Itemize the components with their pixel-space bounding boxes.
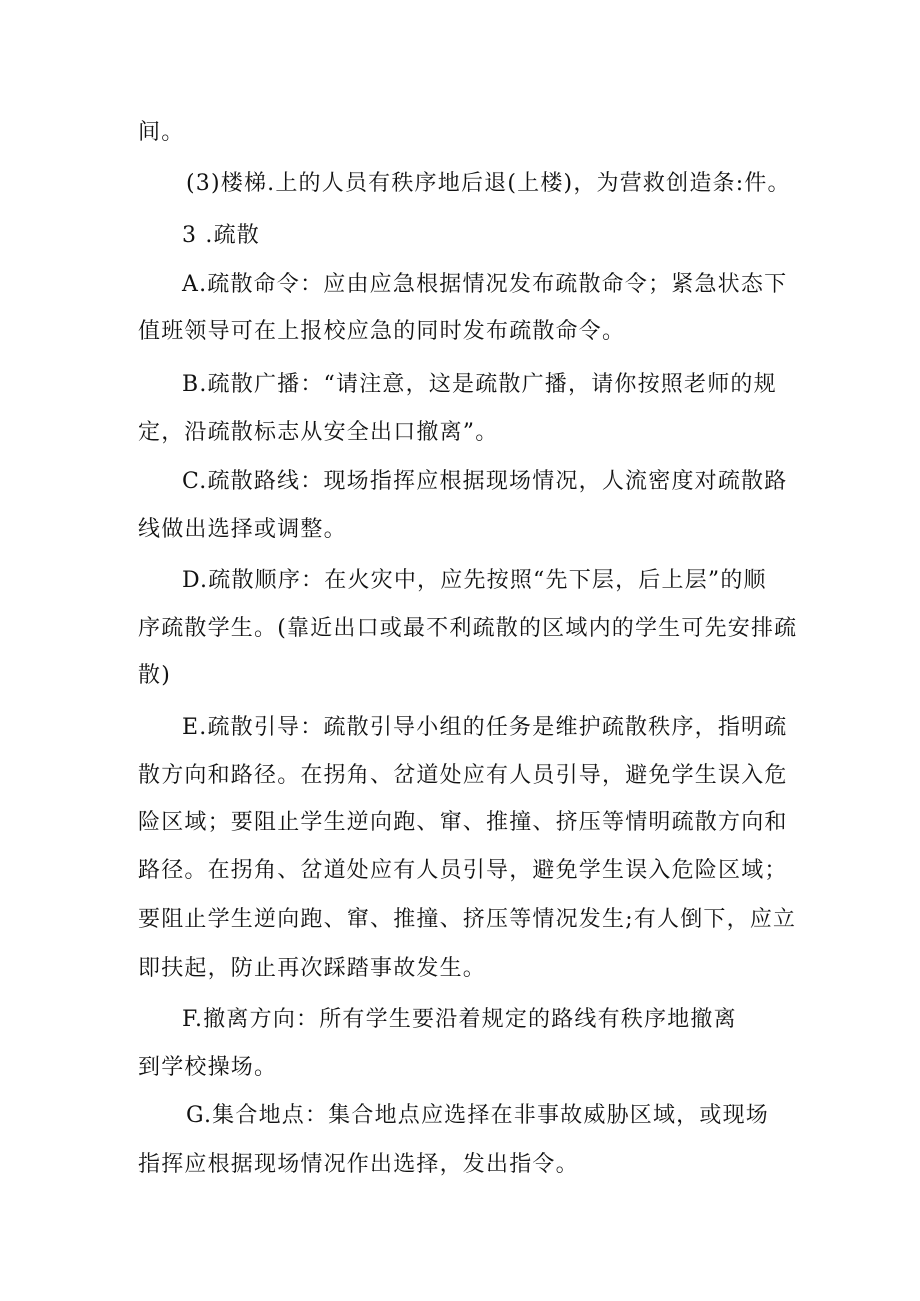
text-line: 定，沿疏散标志从安全出口撤离”。: [138, 420, 499, 445]
text-line: E.疏散引导：疏散引导小组的任务是维护疏散秩序，指明疏: [182, 715, 788, 740]
text-line: A.疏散命令：应由应急根据情况发布疏散命令；紧急状态下: [182, 272, 788, 297]
text-line: F.撤离方向：所有学生要沿着规定的路线有秩序地撤离: [182, 1007, 737, 1032]
text-line: 指挥应根据现场情况作出选择，发出指令。: [138, 1152, 579, 1177]
text-line: 散方向和路径。在拐角、岔道处应有人员引导，避免学生误入危: [138, 763, 788, 788]
text-line: 路径。在拐角、岔道处应有人员引导，避免学生误入危险区域；: [138, 858, 788, 883]
text-line: 要阻止学生逆向跑、窜、推撞、挤压等情况发生;有人倒下，应立: [138, 907, 797, 932]
text-line: B.疏散广播：“请注意，这是疏散广播，请你按照老师的规: [182, 372, 777, 397]
section-heading: 3 .疏散: [182, 223, 260, 248]
text-line: 到学校操场。: [138, 1055, 278, 1080]
text-line: 序疏散学生。(靠近出口或最不利疏散的区域内的学生可先安排疏: [138, 616, 798, 641]
text-line: D.疏散顺序：在火灾中，应先按照“先下层，后上层”的顺: [182, 568, 767, 593]
text-line: 间。: [138, 120, 185, 145]
text-line: C.疏散路线：现场指挥应根据现场情况，人流密度对疏散路: [182, 469, 788, 494]
text-line: (3)楼梯.上的人员有秩序地后退(上楼)，为营救创造条:件。: [186, 171, 791, 196]
text-line: G.集合地点：集合地点应选择在非事故威胁区域，或现场: [186, 1103, 769, 1128]
text-line: 散): [138, 663, 171, 688]
text-line: 即扶起，防止再次踩踏事故发生。: [138, 956, 487, 981]
text-line: 值班领导可在上报校应急的同时发布疏散命令。: [138, 319, 626, 344]
text-line: 险区域；要阻止学生逆向跑、窜、推撞、挤压等情明疏散方向和: [138, 810, 788, 835]
text-line: 线做出选择或调整。: [138, 517, 347, 542]
